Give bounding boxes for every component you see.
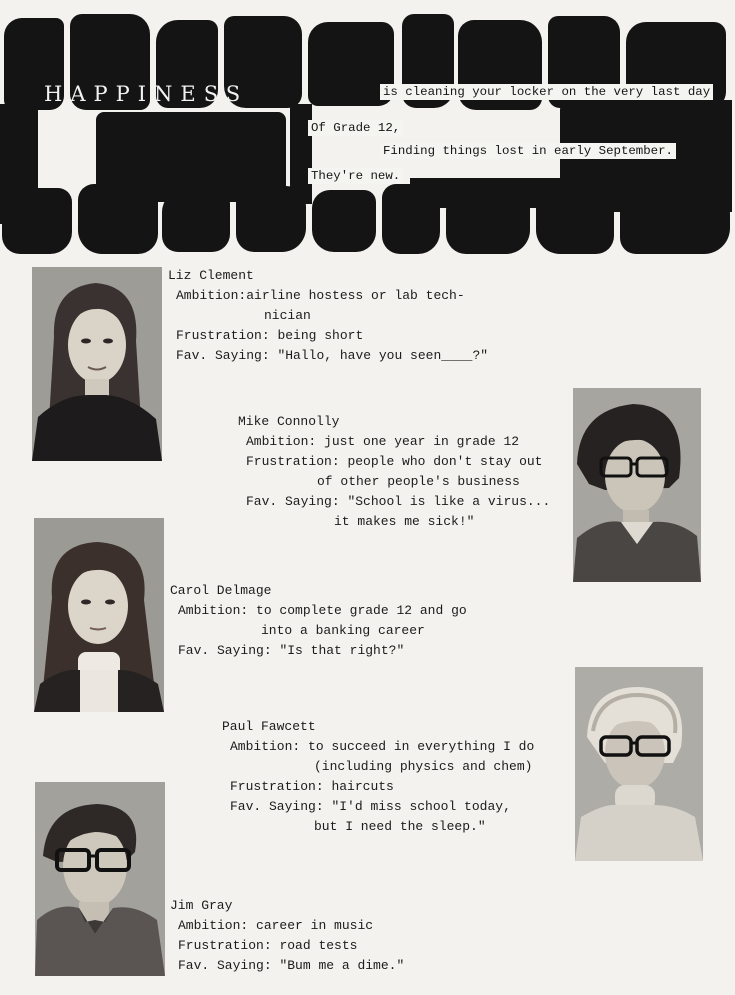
ambition-text: airline hostess or lab tech- [246, 288, 465, 303]
entry-jim-gray [170, 896, 404, 976]
frustration-text: haircuts [331, 779, 394, 794]
ambition-text: just one year in grade 12 [324, 434, 520, 449]
student-name: Paul Fawcett [222, 719, 316, 734]
saying-text-cont: but I need the sleep." [314, 819, 486, 834]
frustration-text: being short [277, 328, 364, 343]
frustration-text: road tests [279, 938, 358, 953]
ambition-label: Ambition: [176, 288, 247, 303]
entry-mike-connolly [238, 412, 550, 532]
entry-paul-fawcett [222, 717, 534, 837]
saying-text: "School is like a virus... [347, 494, 551, 509]
saying-label: Fav. Saying: [178, 643, 272, 658]
frustration-text-cont: of other people's business [317, 474, 520, 489]
ambition-label: Ambition: [230, 739, 301, 754]
saying-label: Fav. Saying: [230, 799, 324, 814]
ambition-text-cont: (including physics and chem) [314, 759, 533, 774]
banner-line-1: is cleaning your locker on the very last day [380, 84, 713, 100]
saying-text-cont: it makes me sick!" [334, 514, 475, 529]
student-name: Carol Delmage [170, 583, 272, 598]
frustration-label: Frustration: [178, 938, 272, 953]
portrait-mike-connolly [573, 388, 701, 582]
saying-text: "Is that right?" [279, 643, 405, 658]
student-name: Jim Gray [170, 898, 233, 913]
frustration-text: people who don't stay out [347, 454, 543, 469]
ambition-text: to complete grade 12 and go [256, 603, 467, 618]
frustration-label: Frustration: [176, 328, 270, 343]
ambition-label: Ambition: [178, 918, 249, 933]
saying-text: "Bum me a dime." [279, 958, 405, 973]
saying-label: Fav. Saying: [246, 494, 340, 509]
entry-carol-delmage [170, 581, 467, 661]
ambition-text-cont: into a banking career [261, 623, 425, 638]
frustration-label: Frustration: [246, 454, 340, 469]
portrait-paul-fawcett [575, 667, 703, 861]
saying-text: "Hallo, have you seen____?" [277, 348, 489, 363]
ambition-text-cont: nician [264, 308, 311, 323]
saying-text: "I'd miss school today, [331, 799, 511, 814]
portrait-liz-clement [32, 267, 162, 461]
saying-label: Fav. Saying: [178, 958, 272, 973]
saying-label: Fav. Saying: [176, 348, 270, 363]
frustration-label: Frustration: [230, 779, 324, 794]
ambition-text: career in music [256, 918, 374, 933]
ambition-label: Ambition: [246, 434, 317, 449]
banner-line-4: They're new. [308, 168, 403, 184]
student-name: Liz Clement [168, 268, 254, 283]
banner-line-3: Finding things lost in early September. [380, 143, 676, 159]
portrait-jim-gray [35, 782, 165, 976]
entry-liz-clement [168, 266, 488, 366]
banner-line-2: Of Grade 12, [308, 120, 403, 136]
ambition-text: to succeed in everything I do [308, 739, 535, 754]
ambition-label: Ambition: [178, 603, 249, 618]
banner-title: HAPPINESS [44, 82, 249, 106]
student-name: Mike Connolly [238, 414, 340, 429]
portrait-carol-delmage [34, 518, 164, 712]
happiness-banner [0, 0, 735, 262]
